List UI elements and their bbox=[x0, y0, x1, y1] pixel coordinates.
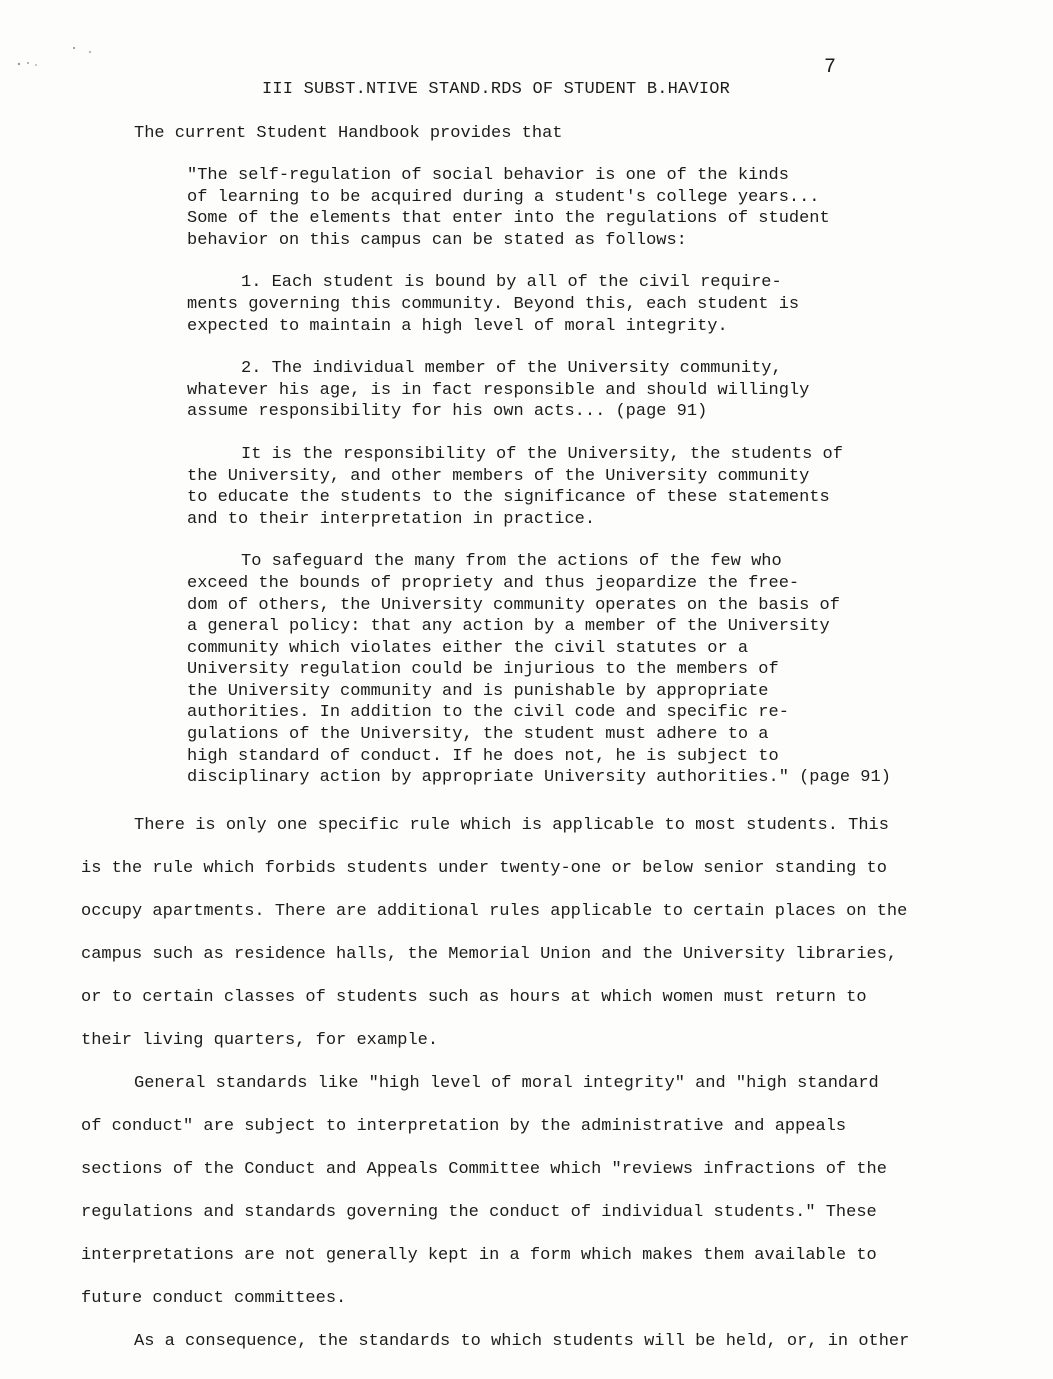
quote-paragraph: To safeguard the many from the actions of the few who exceed the bounds of propriety and thus jeopardize the free- dom of others, the University community operates on the basis of a general policy: that any action by a member of the University community which violates either the civil statutes or a University regulation could be injurious to the members of the University community and is punishable by appropriate authorities. In addition to the civil code and specific re- gulations of the University, the student must adhere to a high standard of conduct. If he does not, he is subject to disciplinary action by appropriate University authorities." (page 91) bbox=[187, 552, 891, 788]
intro-sentence: The current Student Handbook provides that bbox=[134, 124, 563, 143]
body-paragraph: As a consequence, the standards to which students will be held, or, in other bbox=[134, 1332, 910, 1351]
quote-paragraph: It is the responsibility of the University, the students of the University, and other members of the University community to educate the students to the significance of these statements and to their interpretation in practice. bbox=[187, 444, 843, 529]
quote-list-item-1: 1. Each student is bound by all of the civil require- ments governing this community. Beyond this, each student is expected to maintain a high level of moral integrity. bbox=[187, 273, 800, 336]
section-heading: III SUBST.NTIVE STAND.RDS OF STUDENT B.HAVIOR bbox=[262, 80, 731, 99]
body-paragraph: General standards like "high level of moral integrity" and "high standard of conduct" are subject to interpretation by the administrative and appeals sections of the Conduct and Appeals Committee which "reviews infractions of the regulations and standards governing the conduct of individual students." These interpretations are not generally kept in a form which makes them available to future conduct committees. bbox=[81, 1074, 887, 1308]
page-number: 7 bbox=[824, 56, 837, 79]
body-text bbox=[81, 804, 981, 1363]
body-paragraph: There is only one specific rule which is applicable to most students. This is the rule which forbids students under twenty-one or below senior standing to occupy apartments. There are additional rules applicable to certain places on the campus such as residence halls, the Memorial Union and the University libraries, or to certain classes of students such as hours at which women must return to their living quarters, for example. bbox=[81, 816, 908, 1050]
quote-list-item-2: 2. The individual member of the University community, whatever his age, is in fact responsible and should willingly assume responsibility for his own acts... (page 91) bbox=[187, 359, 810, 422]
scan-specks bbox=[14, 40, 104, 70]
quote-paragraph: "The self-regulation of social behavior is one of the kinds of learning to be acquired during a student's college years... Some of the elements that enter into the regulations of student behavior on this campus can be stated as follows: bbox=[187, 166, 830, 250]
handbook-quotation bbox=[187, 165, 947, 810]
